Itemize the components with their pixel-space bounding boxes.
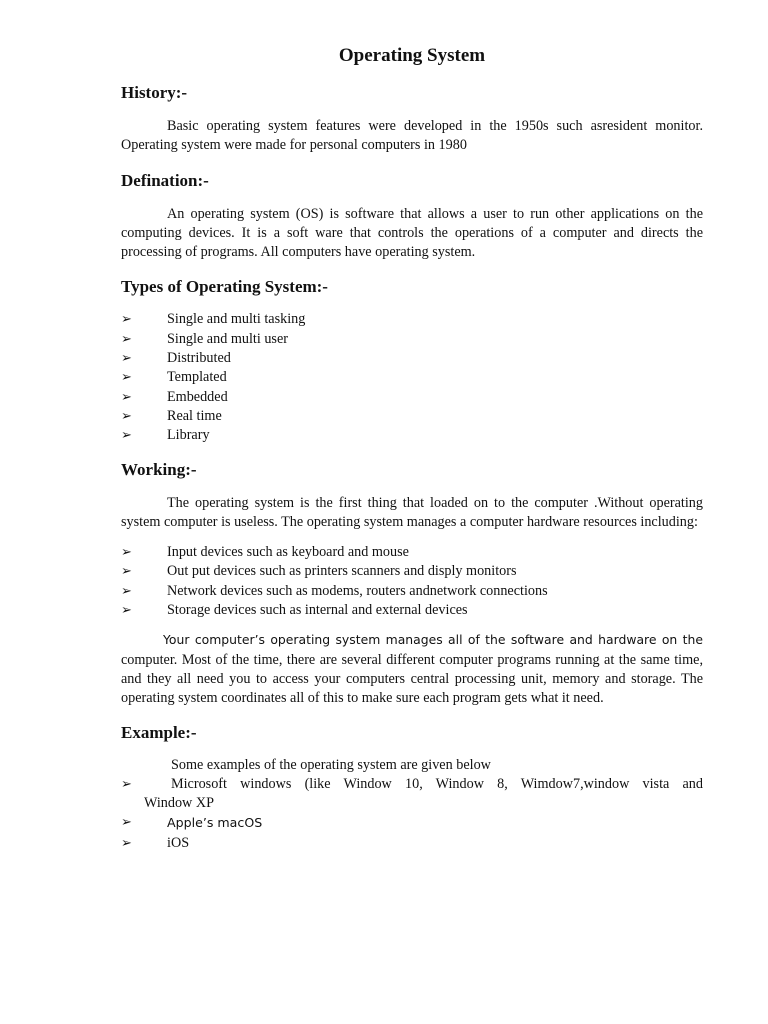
arrowhead-bullet-icon: ➢ [121,370,132,386]
list-item: ➢ Distributed [121,349,703,368]
list-item: ➢ Microsoft windows (like Window 10, Window 8, Wimdow7,window vista and Window XP [121,775,703,812]
arrowhead-bullet-icon: ➢ [121,545,132,561]
arrowhead-bullet-icon: ➢ [121,835,132,851]
list-item: ➢ Network devices such as modems, routers andnetwork connections [121,582,703,601]
arrowhead-bullet-icon: ➢ [121,351,132,367]
document-page [121,44,703,853]
arrowhead-bullet-icon: ➢ [121,331,132,347]
list-item: ➢ Apple’s macOS [121,813,703,833]
page-title: Operating System [338,45,486,66]
definition-paragraph: An operating system (OS) is software that allows a user to run other applications on the computing devices. It is a soft ware that controls the operations of a computer and directs the processing of programs. All computers have operating system. [121,205,703,261]
types-list [121,310,703,445]
list-item: ➢ Single and multi tasking [121,310,703,329]
definition-heading: Defination:- [121,170,209,190]
working-paragraph-2-rest: computer. Most of the time, there are several different computer programs running at the same time, and they all need you to access your computers central processing unit, memory and storage. The operating system coordinates all of this to make sure each program gets what it need. [121,651,703,707]
history-paragraph: Basic operating system features were developed in the 1950s such asresident monitor. Operating system were made for personal computers in 1980 [121,118,703,154]
working-paragraph-2 [121,630,703,708]
working-heading: Working:- [121,459,197,479]
example-heading: Example:- [121,722,197,742]
list-item: ➢ Input devices such as keyboard and mouse [121,543,703,562]
example-list [121,775,703,853]
arrowhead-bullet-icon: ➢ [121,583,132,599]
arrowhead-bullet-icon: ➢ [121,564,132,580]
list-item: ➢ iOS [121,834,703,853]
history-heading: History:- [121,83,188,102]
list-item: ➢ Templated [121,368,703,387]
list-item: ➢ Real time [121,407,703,426]
arrowhead-bullet-icon: ➢ [121,603,132,619]
arrowhead-bullet-icon: ➢ [121,776,132,792]
working-paragraph-2-first-line: Your computer’s operating system manages all of the software and hardware on the [163,632,703,648]
arrowhead-bullet-icon: ➢ [121,408,132,424]
list-item: ➢ Embedded [121,388,703,407]
list-item: ➢ Storage devices such as internal and external devices [121,601,703,620]
list-item: ➢ Single and multi user [121,330,703,349]
arrowhead-bullet-icon: ➢ [121,389,132,405]
working-paragraph: The operating system is the first thing that loaded on to the computer .Without operating system computer is useless. The operating system manages a computer hardware resources including: [121,494,703,530]
arrowhead-bullet-icon: ➢ [121,428,132,444]
list-item: ➢ Library [121,426,703,445]
list-item: ➢ Out put devices such as printers scanners and disply monitors [121,562,703,581]
types-heading: Types of Operating System:- [121,277,328,297]
working-list [121,543,703,620]
arrowhead-bullet-icon: ➢ [121,815,132,831]
arrowhead-bullet-icon: ➢ [121,312,132,328]
example-intro: Some examples of the operating system are given below [171,756,491,773]
